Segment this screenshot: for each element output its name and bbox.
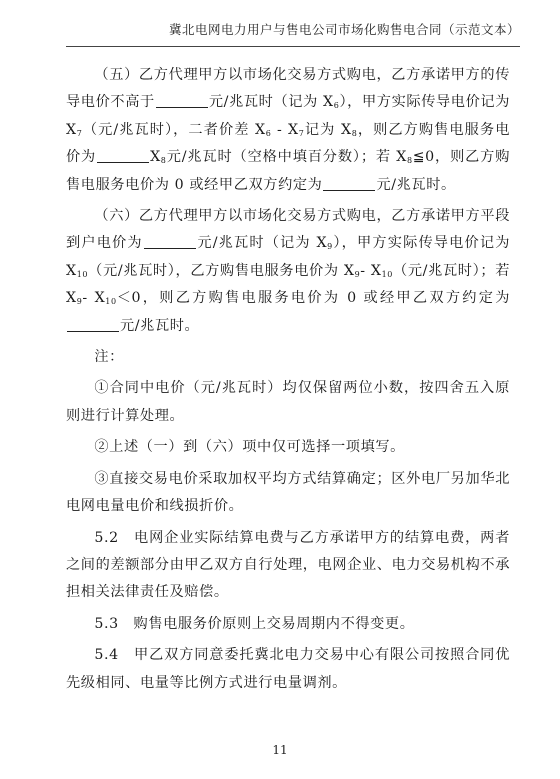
clause-5-3: 5.3 购售电服务价原则上交易周期内不得变更。 — [94, 615, 415, 632]
note-label: 注： — [94, 349, 124, 366]
fill-blank[interactable] — [144, 234, 196, 249]
fill-blank[interactable] — [156, 93, 208, 108]
fill-blank[interactable] — [323, 175, 375, 190]
document-body — [66, 62, 510, 701]
document-header — [0, 20, 560, 38]
paragraph-option-6: （六）乙方代理甲方以市场化交易方式购电，乙方承诺甲方平段到户电价为 元/兆瓦时（记为 $X_9$），甲方实际传导电价记为 $X_{10}$（元/兆瓦时），乙方购售电服务电价为 $X_9-$ $X_{10}$（元/兆瓦时）；若 $X_9-$ $X_{10}<0$，则乙方购售电服务电价为 0 或经甲乙双方约定为元/兆瓦时。 — [66, 208, 511, 334]
header-title: 冀北电网电力用户与售电公司市场化购售电合同（示范文本） — [168, 22, 520, 37]
clause-5-2: 5.2 电网企业实际结算电费与乙方承诺甲方的结算电费，两者之间的差额部分由甲乙双方自行处理，电网企业、电力交易机构不承担相关法律责任及赔偿。 — [66, 529, 510, 601]
clause-5-4: 5.4 甲乙双方同意委托冀北电力交易中心有限公司按照合同优先级相同、电量等比例方式进行电量调剂。 — [66, 647, 510, 691]
fill-blank[interactable] — [97, 148, 149, 163]
note-item-2: ②上述（一）到（六）项中仅可选择一项填写。 — [94, 439, 405, 456]
header-divider — [66, 46, 520, 47]
note-item-1: ①合同中电价（元/兆瓦时）均仅保留两位小数，按四舍五入原则进行计算处理。 — [66, 380, 510, 424]
page-number: 11 — [272, 743, 288, 757]
paragraph-option-5: （五）乙方代理甲方以市场化交易方式购电，乙方承诺甲方的传导电价不高于 元/兆瓦时（记为 $X_6$），甲方实际传导电价记为 $X_7$（元/兆瓦时），二者价差 $X_6 - X_7$记为 $X_8$，则乙方购售电服务电价为 $X_8$元/兆瓦时（空格中填百分数）；若 $X_8≦0$，则乙方购售电服务电价为 0 或经甲乙双方约定为 元/兆瓦时。 — [66, 67, 511, 193]
note-item-3: ③直接交易电价采取加权平均方式结算确定；区外电厂另加华北电网电量电价和线损折价。 — [66, 470, 510, 515]
fill-blank[interactable] — [67, 316, 119, 331]
